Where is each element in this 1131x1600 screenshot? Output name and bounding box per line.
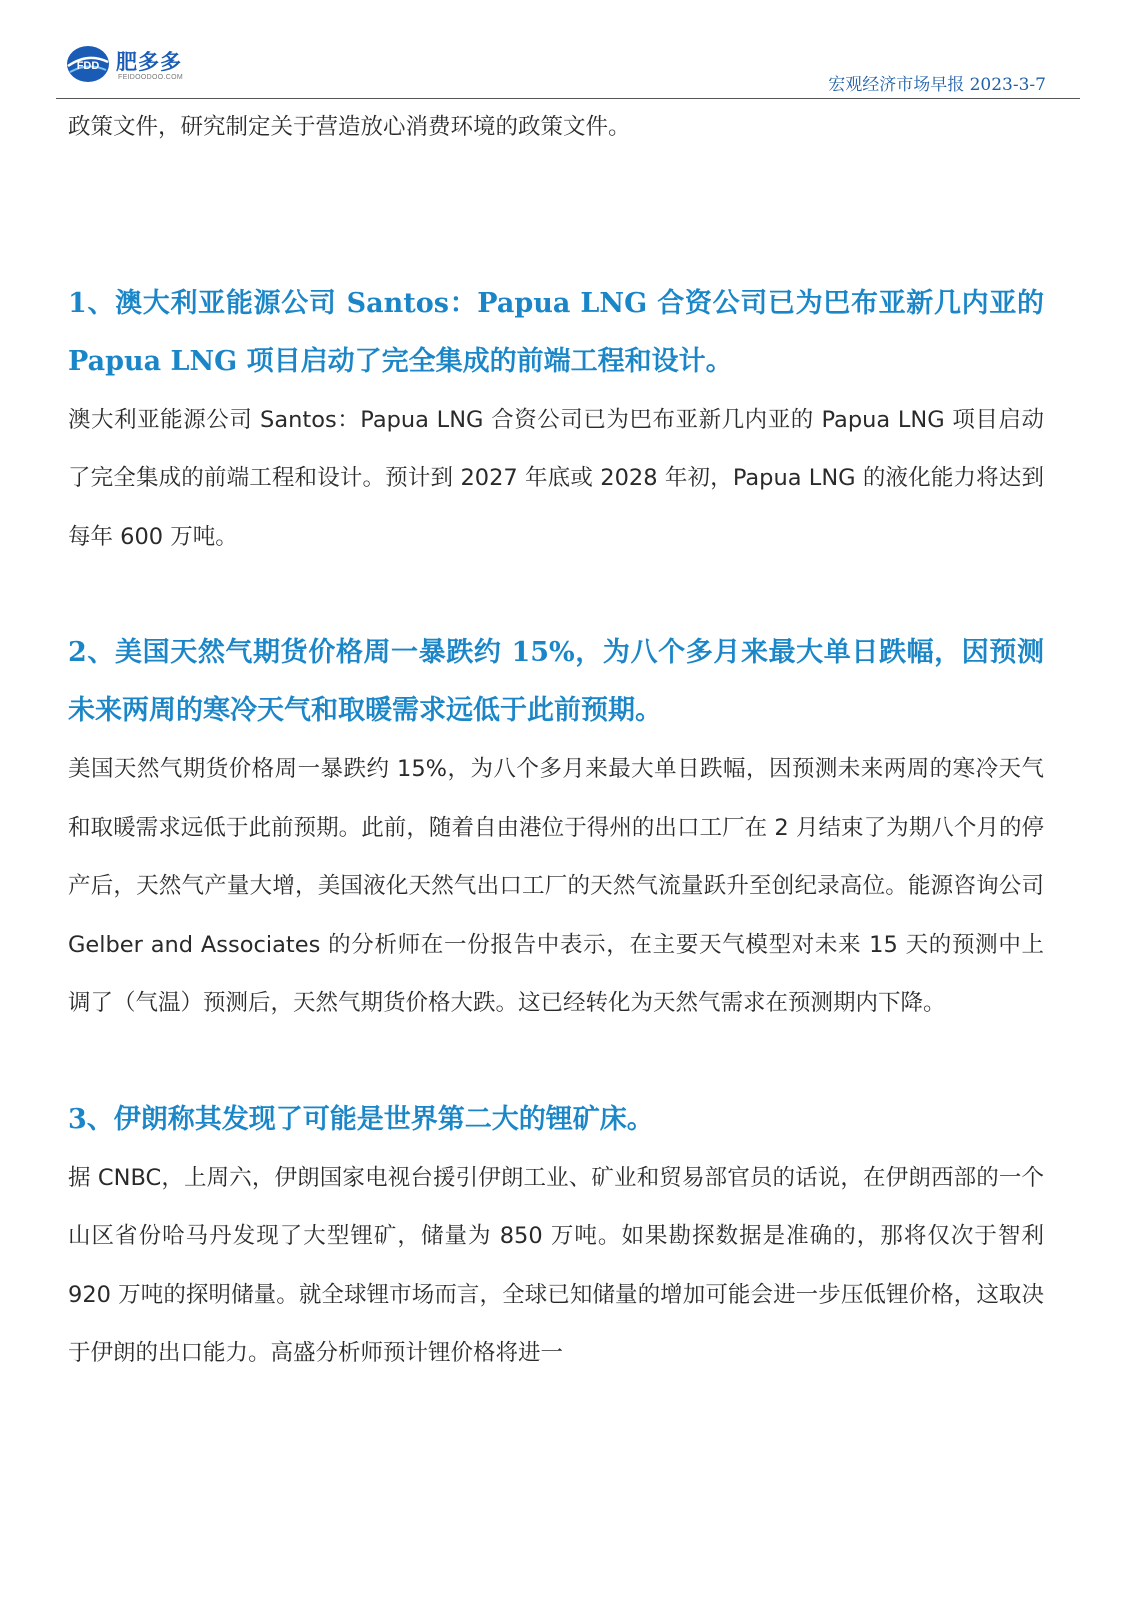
- article-body: [68, 98, 1044, 1383]
- logo-text: FDD: [76, 60, 100, 72]
- section-body-2: 美国天然气期货价格周一暴跌约 15%，为八个多月来最大单日跌幅，因预测未来两周的寒冷天气和取暖需求远低于此前预期。此前，随着自由港位于得州的出口工厂在 2 月结束了为期八个月的停产后，天然气产量大增，美国液化天然气出口工厂的天然气流量跃升至创纪录高位。能源咨询公司 Gelber and Associates 的分析师在一份报告中表示，在主要天气模型对未来 15 天的预测中上调了（气温）预测后，天然气期货价格大跌。这已经转化为天然气需求在预测期内下降。: [68, 756, 1044, 1016]
- fdd-logo-icon: [66, 44, 110, 84]
- brand-logo: [66, 44, 206, 88]
- section-heading-1: 1、澳大利亚能源公司 Santos：Papua LNG 合资公司已为巴布亚新几内亚的Papua LNG 项目启动了完全集成的前端工程和设计。: [68, 287, 1044, 377]
- section-body-3: 据 CNBC，上周六，伊朗国家电视台援引伊朗工业、矿业和贸易部官员的话说，在伊朗西部的一个山区省份哈马丹发现了大型锂矿，储量为 850 万吨。如果勘探数据是准确的，那将仅次于智利 920 万吨的探明储量。就全球锂市场而言，全球已知储量的增加可能会进一步压低锂价格，这取决于伊朗的出口能力。高盛分析师预计锂价格将进一: [68, 1164, 1044, 1366]
- section-heading-2: 2、美国天然气期货价格周一暴跌约 15%，为八个多月来最大单日跌幅，因预测未来两周的寒冷天气和取暖需求远低于此前预期。: [68, 637, 1044, 726]
- report-title: 宏观经济市场早报 2023-3-7: [828, 75, 1046, 95]
- section-heading-3: 3、伊朗称其发现了可能是世界第二大的锂矿床。: [68, 1103, 654, 1135]
- brand-name-en: FEIDOODOO.COM: [118, 74, 183, 81]
- brand-name-cn: 肥多多: [116, 50, 182, 74]
- section-body-1: 澳大利亚能源公司 Santos：Papua LNG 合资公司已为巴布亚新几内亚的 Papua LNG 项目启动了完全集成的前端工程和设计。预计到 2027 年底或 2028 年初，Papua LNG 的液化能力将达到每年 600 万吨。: [68, 406, 1044, 550]
- page-header: [56, 38, 1080, 99]
- intro-paragraph: 政策文件，研究制定关于营造放心消费环境的政策文件。: [68, 114, 631, 140]
